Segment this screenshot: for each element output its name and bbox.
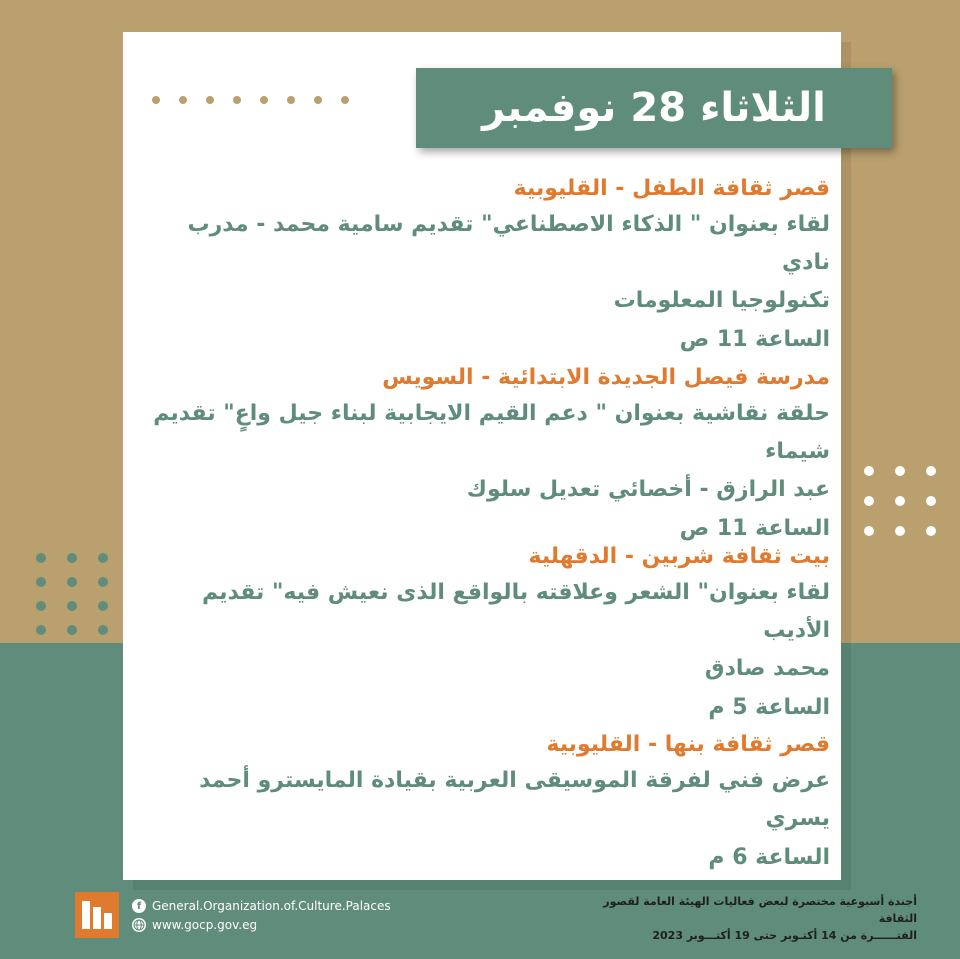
event-item [150,172,830,360]
event-time: الساعة 11 ص [679,327,830,352]
event-venue: قصر ثقافة الطفل - القليوبية [513,176,830,201]
event-desc-line: تكنولوجيا المعلومات [613,288,830,313]
event-desc-line: لقاء بعنوان" الشعر وعلاقته بالواقع الذى نعيش فيه" تقديم الأديب [201,580,830,643]
agenda-line: أجندة أسبوعية مختصرة لبعض فعاليات الهيئة العامة لقصور الثقافة [603,895,917,925]
event-desc-line: حلقة نقاشية بعنوان " دعم القيم الايجابية لبناء جيل واعٍ" تقديم شيماء [153,401,830,464]
event-item [150,540,830,728]
event-time: الساعة 6 م [708,845,830,870]
event-item [150,361,830,549]
event-venue: مدرسة فيصل الجديدة الابتدائية - السويس [382,365,830,390]
facebook-link[interactable] [132,899,391,913]
event-time: الساعة 5 م [708,695,830,720]
event-desc-line: لقاء بعنوان " الذكاء الاصطناعي" تقديم سامية محمد - مدرب نادي [187,212,830,275]
event-venue: قصر ثقافة بنها - القليوبية [546,732,830,757]
event-desc-line: عرض فني لفرقة الموسيقى العربية بقيادة المايسترو أحمد يسري [199,768,830,831]
event-desc-line: عبد الرازق - أخصائي تعديل سلوك [466,477,830,502]
footer-agenda-info [597,893,917,944]
website-text: www.gocp.gov.eg [152,918,258,932]
website-link[interactable] [132,918,257,932]
gocp-logo [75,892,119,938]
globe-icon [132,918,146,932]
period-line: الفتــــــرة من 14 أكتـوبر حتى 19 أكتـــوبر 2023 [652,929,917,942]
event-venue: بيت ثقافة شربين - الدقهلية [528,544,830,569]
page-title: الثلاثاء 28 نوفمبر [482,85,826,131]
event-desc-line: محمد صادق [704,656,830,681]
event-item [150,728,830,878]
facebook-icon: f [132,899,146,913]
decorative-dots-grid-left [36,553,108,635]
decorative-dots-grid-right [864,466,936,536]
facebook-text: General.Organization.of.Culture.Palaces [152,899,391,913]
decorative-dots-row [152,96,349,104]
event-time: الساعة 11 ص [679,516,830,541]
date-title-banner [416,68,892,148]
